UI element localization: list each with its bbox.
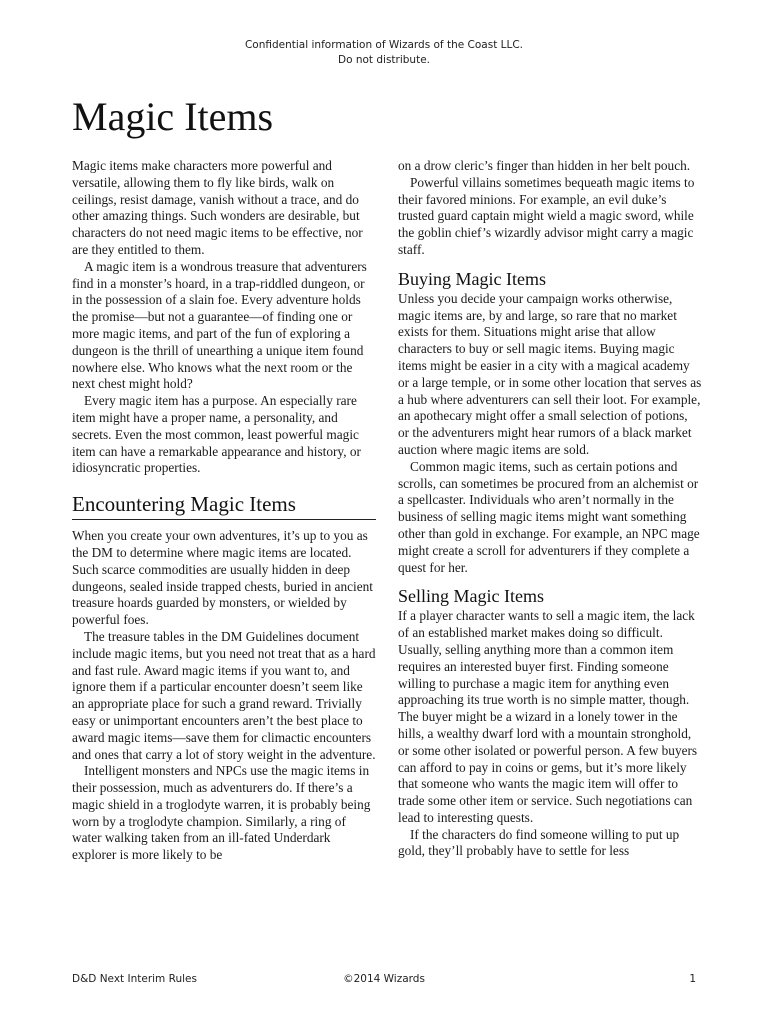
right-column: [398, 158, 702, 860]
page-number: 1: [689, 973, 696, 985]
intro-paragraph-1: Magic items make characters more powerful and versatile, allowing them to fly like birds, walk on ceilings, resist damage, vanish without a trace, and do other amazing things. Such wonders are desirable, but characters do not need magic items to be effective, nor are they entitled to them.: [72, 158, 363, 257]
intro-paragraph-2: A magic item is a wondrous treasure that adventurers find in a monster’s hoard, in a trap-riddled dungeon, or in the possession of a slain foe. Every adventure holds the promise—but not a guarantee—of finding one or more magic items, and part of the fun of exploring a dungeon is the thrill of unearthing a unique item found nowhere else. Who knows what the next room or the next chest might hold?: [72, 258, 367, 392]
intro-paragraph-3: Every magic item has a purpose. An especially rare item might have a proper name, a personality, and secrets. Even the most common, least powerful magic item can have a remarkable appearance and history, or idiosyncratic properties.: [72, 393, 361, 476]
encountering-paragraph-3: Intelligent monsters and NPCs use the magic items in their possession, much as adventurers do. If there’s a magic shield in a troglodyte warren, it is probably being worn by a troglodyte champion. Similarly, a ring of water walking taken from an ill-fated Underdark explorer is more likely to be: [72, 763, 371, 863]
encountering-paragraph-2: The treasure tables in the DM Guidelines document include magic items, but you need not treat that as a hard and fast rule. Award magic items if you want to, and ignore them if a particular encounter doesn’t seem like an appropriate place for such a grand reward. Trivially easy or unimportant encounters aren’t the best place to award magic items—save them for climactic encounters and ones that carry a lot of story weight in the adventure.: [72, 628, 376, 762]
encountering-heading: Encountering Magic Items: [72, 491, 376, 520]
confidential-notice: [0, 38, 768, 68]
left-column: [72, 158, 376, 864]
encountering-paragraph-1: When you create your own adventures, it’s up to you as the DM to determine where magic items are located. Such scarce commodities are usually hidden in deep dungeons, sealed inside trapped chests, buried in ancient treasure hoards guarded by monsters, or wielded by powerful foes.: [72, 528, 373, 628]
confidential-line-1: Confidential information of Wizards of the Coast LLC.: [244, 39, 524, 51]
footer-left: D&D Next Interim Rules: [72, 973, 197, 985]
confidential-line-2: Do not distribute.: [337, 54, 431, 66]
buying-paragraph-1: Unless you decide your campaign works otherwise, magic items are, by and large, so rare that no market exists for them. Situations might arise that allow characters to buy or sell magic items. Buying magic items might be easier in a city with a magical academy or a large temple, or in some other location that serves as a hub where adventurers can sell their loot. For example, an apothecary might offer a small selection of potions, or the adventurers might hear rumors of a black market auction where magic items are sold.: [398, 290, 702, 457]
footer-copyright: ©2014 Wizards: [343, 973, 425, 985]
selling-paragraph-2: If the characters do find someone willing to put up gold, they’ll probably have to settle for less: [398, 826, 680, 859]
continued-paragraph: on a drow cleric’s finger than hidden in her belt pouch.: [398, 158, 691, 173]
selling-heading: Selling Magic Items: [398, 586, 544, 607]
selling-paragraph-1: If a player character wants to sell a magic item, the lack of an established market makes doing so difficult. Usually, selling anything more than a common item requires an interested buyer first. Finding someone willing to purchase a magic item for anything even approaching its true worth is no simple matter, though. The buyer might be a wizard in a lonely tower in the hills, a wealthy dwarf lord with a mountain stronghold, or some other isolated or powerful person. A few buyers can afford to pay in coins or gems, but it’s more likely that someone who wants the magic item will offer to trade some other item or service. Such negotiations can lead to interesting quests.: [398, 608, 698, 825]
buying-paragraph-2: Common magic items, such as certain potions and scrolls, can sometimes be procured from an alchemist or a spellcaster. Individuals who aren’t normally in the business of selling magic items might want something other than gold in exchange. For example, an NPC mage might create a scroll for adventurers if they complete a quest for her.: [398, 458, 700, 575]
villains-paragraph: Powerful villains sometimes bequeath magic items to their favored minions. For example, an evil duke’s trusted guard captain might wield a magic sword, while the goblin chief’s wizardly advisor might carry a magic staff.: [398, 174, 695, 257]
buying-heading: Buying Magic Items: [398, 268, 546, 289]
page-title: Magic Items: [72, 94, 274, 139]
